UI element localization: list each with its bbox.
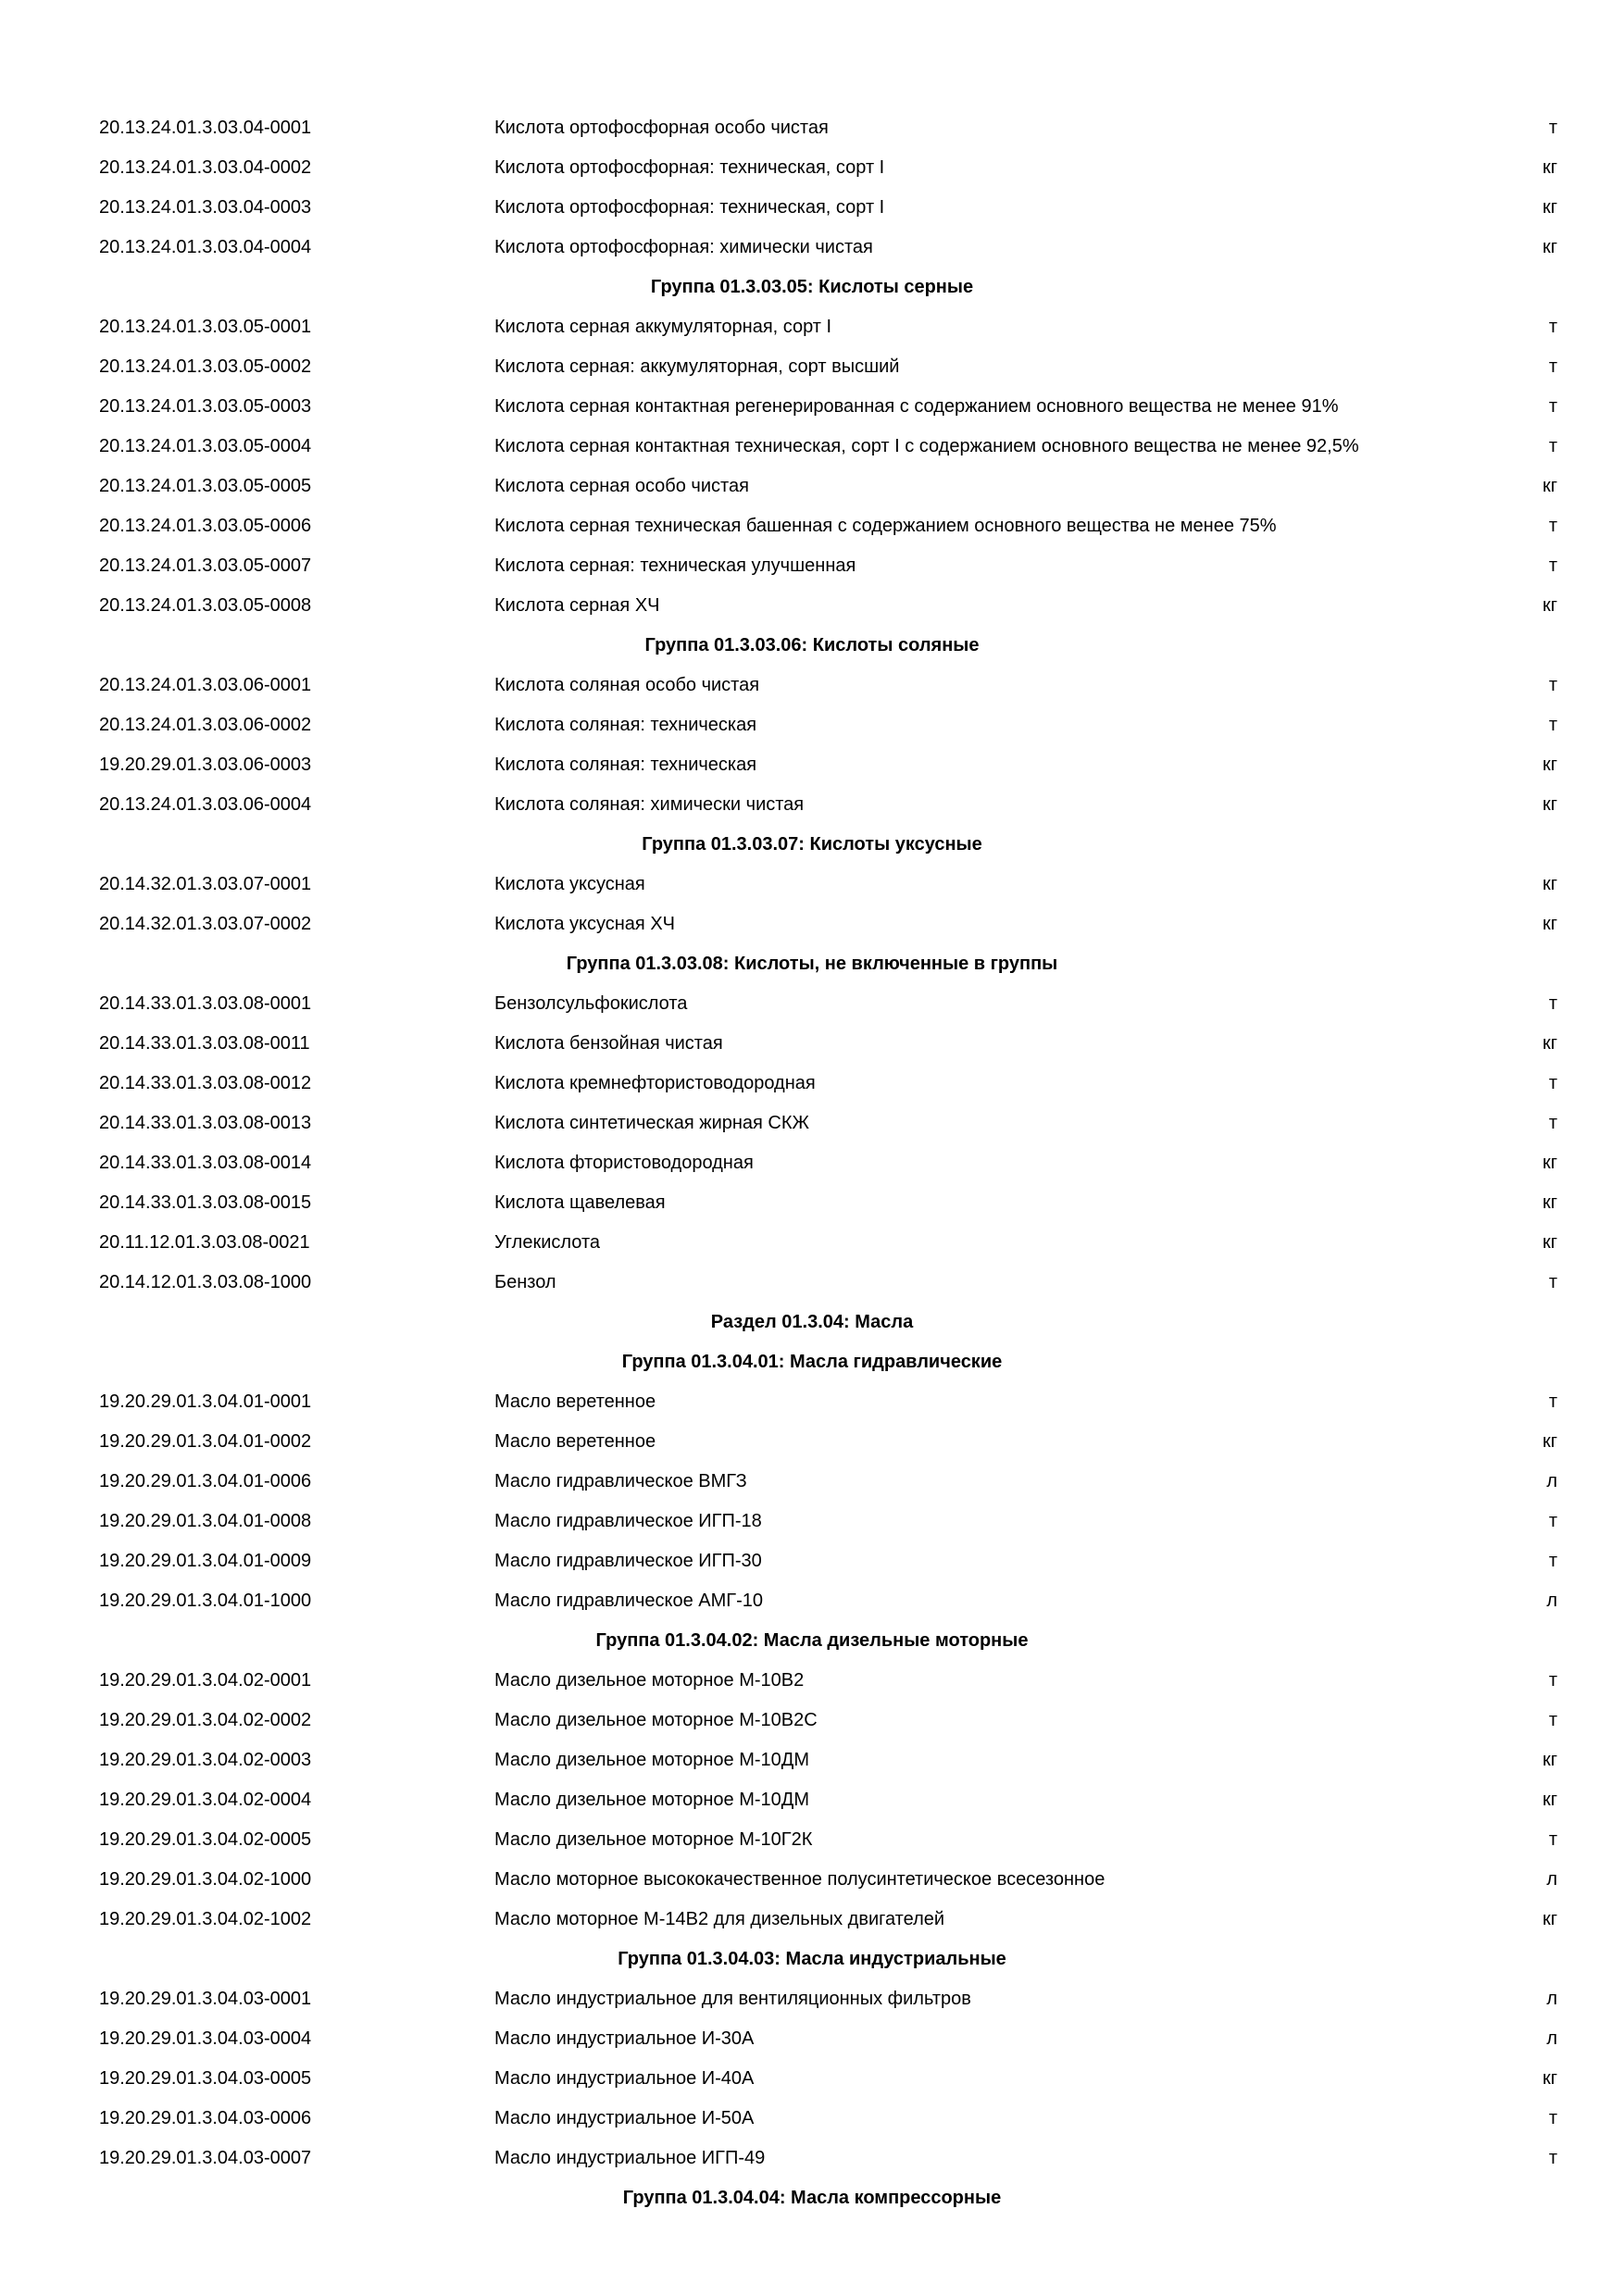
row-code: 19.20.29.01.3.04.02-0003 <box>99 1750 312 1770</box>
table-row <box>0 1979 1624 2019</box>
row-unit: кг <box>1542 1431 1557 1452</box>
row-code: 19.20.29.01.3.04.03-0006 <box>99 2108 312 2128</box>
row-unit: кг <box>1542 1790 1557 1810</box>
table-row <box>0 1223 1624 1263</box>
table-row <box>0 467 1624 506</box>
row-name: Масло дизельное моторное М-10ДМ <box>494 1750 809 1770</box>
row-unit: т <box>1548 1391 1557 1412</box>
row-code: 20.13.24.01.3.03.05-0001 <box>99 317 312 337</box>
table-row <box>0 1581 1624 1621</box>
table-row <box>0 2019 1624 2059</box>
row-name: Масло моторное высококачественное полусинтетическое всесезонное <box>494 1869 1106 1890</box>
section-heading: Группа 01.3.03.06: Кислоты соляные <box>644 635 980 655</box>
row-code: 20.14.12.01.3.03.08-1000 <box>99 1272 312 1292</box>
table-row <box>0 1104 1624 1143</box>
row-unit: кг <box>1542 874 1557 894</box>
row-code: 20.13.24.01.3.03.05-0007 <box>99 555 312 576</box>
row-code: 20.14.33.01.3.03.08-0015 <box>99 1192 312 1213</box>
row-unit: т <box>1548 555 1557 576</box>
row-unit: т <box>1548 1829 1557 1850</box>
row-name: Кислота уксусная <box>494 874 645 894</box>
row-code: 20.13.24.01.3.03.05-0002 <box>99 356 312 377</box>
row-unit: кг <box>1542 1192 1557 1213</box>
row-name: Кислота соляная особо чистая <box>494 675 760 695</box>
row-name: Кислота серная: аккумуляторная, сорт высший <box>494 356 900 377</box>
row-code: 20.14.33.01.3.03.08-0013 <box>99 1113 312 1133</box>
row-name: Кислота серная контактная регенерированная с содержанием основного вещества не менее 91% <box>494 396 1339 417</box>
row-code: 20.13.24.01.3.03.05-0008 <box>99 595 312 616</box>
row-code: 20.13.24.01.3.03.04-0001 <box>99 118 312 138</box>
row-unit: кг <box>1542 2068 1557 2089</box>
row-unit: т <box>1548 1551 1557 1571</box>
row-code: 20.13.24.01.3.03.04-0004 <box>99 237 312 257</box>
table-row <box>0 1183 1624 1223</box>
table-row <box>0 705 1624 745</box>
row-name: Масло дизельное моторное М-10В2С <box>494 1710 818 1730</box>
row-code: 19.20.29.01.3.04.02-1000 <box>99 1869 312 1890</box>
table-row <box>0 2139 1624 2178</box>
row-code: 20.14.33.01.3.03.08-0014 <box>99 1153 312 1173</box>
row-name: Кислота уксусная ХЧ <box>494 914 675 934</box>
row-name: Кислота серная контактная техническая, сорт I с содержанием основного вещества не менее 92,5% <box>494 436 1359 456</box>
table-row <box>0 228 1624 268</box>
row-unit: т <box>1548 317 1557 337</box>
row-name: Кислота соляная: техническая <box>494 755 757 775</box>
row-unit: кг <box>1542 1750 1557 1770</box>
row-name: Бензол <box>494 1272 556 1292</box>
row-code: 19.20.29.01.3.04.02-0001 <box>99 1670 312 1691</box>
row-code: 19.20.29.01.3.04.02-1002 <box>99 1909 312 1929</box>
row-code: 20.13.24.01.3.03.06-0001 <box>99 675 312 695</box>
row-unit: т <box>1548 1710 1557 1730</box>
row-unit: кг <box>1542 1232 1557 1253</box>
section-heading: Группа 01.3.03.05: Кислоты серные <box>650 277 974 297</box>
row-unit: т <box>1548 118 1557 138</box>
table-row <box>0 1741 1624 1780</box>
table-row <box>0 387 1624 427</box>
row-unit: т <box>1548 1272 1557 1292</box>
row-name: Масло дизельное моторное М-10ДМ <box>494 1790 809 1810</box>
table-row <box>0 188 1624 228</box>
row-name: Бензолсульфокислота <box>494 993 688 1014</box>
row-name: Кислота ортофосфорная особо чистая <box>494 118 829 138</box>
row-name: Кислота ортофосфорная: техническая, сорт I <box>494 157 885 178</box>
row-name: Кислота бензойная чистая <box>494 1033 723 1054</box>
row-unit: т <box>1548 396 1557 417</box>
section-heading: Группа 01.3.04.04: Масла компрессорные <box>622 2188 1002 2208</box>
row-unit: кг <box>1542 1033 1557 1054</box>
row-code: 19.20.29.01.3.04.01-0009 <box>99 1551 312 1571</box>
table-row <box>0 1860 1624 1900</box>
row-name: Масло гидравлическое АМГ-10 <box>494 1591 764 1611</box>
row-code: 20.13.24.01.3.03.04-0002 <box>99 157 312 178</box>
row-name: Кислота ортофосфорная: химически чистая <box>494 237 873 257</box>
row-unit: т <box>1548 993 1557 1014</box>
table-row <box>0 1263 1624 1303</box>
row-code: 19.20.29.01.3.04.03-0007 <box>99 2148 312 2168</box>
section-heading: Группа 01.3.04.02: Масла дизельные моторные <box>595 1630 1029 1651</box>
row-name: Масло индустриальное ИГП-49 <box>494 2148 766 2168</box>
table-row <box>0 1143 1624 1183</box>
row-code: 19.20.29.01.3.04.01-0008 <box>99 1511 312 1531</box>
row-name: Масло веретенное <box>494 1391 656 1412</box>
row-name: Кислота фтористоводородная <box>494 1153 754 1173</box>
table-row <box>0 1780 1624 1820</box>
section-heading: Группа 01.3.04.03: Масла индустриальные <box>618 1949 1006 1969</box>
row-code: 20.13.24.01.3.03.04-0003 <box>99 197 312 218</box>
row-unit: т <box>1548 356 1557 377</box>
row-name: Масло индустриальное И-30А <box>494 2028 755 2049</box>
row-name: Кислота синтетическая жирная СКЖ <box>494 1113 809 1133</box>
row-code: 20.13.24.01.3.03.05-0005 <box>99 476 312 496</box>
table-row <box>0 905 1624 944</box>
row-unit: кг <box>1542 914 1557 934</box>
table-row <box>0 984 1624 1024</box>
row-name: Углекислота <box>494 1232 601 1253</box>
row-unit: кг <box>1542 794 1557 815</box>
row-code: 19.20.29.01.3.04.01-0002 <box>99 1431 312 1452</box>
table-row <box>0 1820 1624 1860</box>
row-code: 20.14.33.01.3.03.08-0012 <box>99 1073 312 1093</box>
table-row <box>0 1900 1624 1940</box>
row-code: 19.20.29.01.3.04.03-0004 <box>99 2028 312 2049</box>
table-row <box>0 148 1624 188</box>
row-name: Масло дизельное моторное М-10В2 <box>494 1670 805 1691</box>
document-table <box>0 108 1624 2218</box>
row-unit: т <box>1548 436 1557 456</box>
table-row <box>0 1024 1624 1064</box>
row-unit: л <box>1546 2028 1557 2049</box>
table-row <box>0 307 1624 347</box>
row-unit: кг <box>1542 197 1557 218</box>
row-name: Масло гидравлическое ИГП-30 <box>494 1551 762 1571</box>
row-name: Масло гидравлическое ВМГЗ <box>494 1471 747 1491</box>
row-code: 20.14.33.01.3.03.08-0001 <box>99 993 312 1014</box>
table-row <box>0 427 1624 467</box>
row-name: Кислота серная техническая башенная с содержанием основного вещества не менее 75% <box>494 516 1277 536</box>
row-name: Кислота соляная: химически чистая <box>494 794 805 815</box>
row-code: 20.14.32.01.3.03.07-0002 <box>99 914 312 934</box>
row-name: Кислота ортофосфорная: техническая, сорт I <box>494 197 885 218</box>
section-heading: Раздел 01.3.04: Масла <box>710 1312 914 1332</box>
row-name: Масло индустриальное для вентиляционных фильтров <box>494 1989 971 2009</box>
table-row <box>0 785 1624 825</box>
row-code: 19.20.29.01.3.04.02-0002 <box>99 1710 312 1730</box>
row-code: 20.13.24.01.3.03.05-0006 <box>99 516 312 536</box>
table-row <box>0 546 1624 586</box>
row-name: Масло моторное М-14В2 для дизельных двигателей <box>494 1909 945 1929</box>
row-code: 20.13.24.01.3.03.06-0002 <box>99 715 312 735</box>
row-name: Масло индустриальное И-50А <box>494 2108 755 2128</box>
row-name: Масло дизельное моторное М-10Г2К <box>494 1829 813 1850</box>
table-row <box>0 108 1624 148</box>
row-code: 20.11.12.01.3.03.08-0021 <box>99 1232 310 1253</box>
row-code: 20.13.24.01.3.03.05-0003 <box>99 396 312 417</box>
row-name: Масло гидравлическое ИГП-18 <box>494 1511 762 1531</box>
row-name: Масло индустриальное И-40А <box>494 2068 755 2089</box>
row-code: 19.20.29.01.3.04.02-0004 <box>99 1790 312 1810</box>
table-row <box>0 347 1624 387</box>
row-unit: кг <box>1542 1909 1557 1929</box>
row-code: 19.20.29.01.3.04.01-0006 <box>99 1471 312 1491</box>
table-row <box>0 1422 1624 1462</box>
section-heading: Группа 01.3.04.01: Масла гидравлические <box>621 1352 1003 1372</box>
row-name: Кислота серная аккумуляторная, сорт I <box>494 317 832 337</box>
table-row <box>0 865 1624 905</box>
row-unit: кг <box>1542 157 1557 178</box>
row-name: Кислота кремнефтористоводородная <box>494 1073 816 1093</box>
row-name: Кислота серная: техническая улучшенная <box>494 555 856 576</box>
row-unit: л <box>1546 1869 1557 1890</box>
table-row <box>0 1064 1624 1104</box>
row-unit: л <box>1546 1989 1557 2009</box>
table-row <box>0 506 1624 546</box>
table-row <box>0 1382 1624 1422</box>
table-row <box>0 1541 1624 1581</box>
row-unit: т <box>1548 1670 1557 1691</box>
row-unit: т <box>1548 675 1557 695</box>
row-name: Кислота серная особо чистая <box>494 476 749 496</box>
table-row <box>0 666 1624 705</box>
row-code: 19.20.29.01.3.04.03-0001 <box>99 1989 312 2009</box>
row-name: Масло веретенное <box>494 1431 656 1452</box>
row-unit: л <box>1546 1471 1557 1491</box>
row-unit: т <box>1548 715 1557 735</box>
row-name: Кислота серная ХЧ <box>494 595 660 616</box>
row-unit: кг <box>1542 476 1557 496</box>
row-unit: л <box>1546 1591 1557 1611</box>
row-code: 19.20.29.01.3.04.01-0001 <box>99 1391 312 1412</box>
row-unit: кг <box>1542 237 1557 257</box>
row-unit: т <box>1548 1073 1557 1093</box>
row-unit: т <box>1548 2148 1557 2168</box>
row-name: Кислота соляная: техническая <box>494 715 757 735</box>
table-row <box>0 2099 1624 2139</box>
row-code: 19.20.29.01.3.04.03-0005 <box>99 2068 312 2089</box>
row-code: 19.20.29.01.3.04.01-1000 <box>99 1591 312 1611</box>
row-unit: кг <box>1542 595 1557 616</box>
row-code: 20.13.24.01.3.03.06-0004 <box>99 794 312 815</box>
table-row <box>0 586 1624 626</box>
row-code: 19.20.29.01.3.03.06-0003 <box>99 755 312 775</box>
row-unit: т <box>1548 516 1557 536</box>
row-unit: т <box>1548 1511 1557 1531</box>
row-unit: т <box>1548 1113 1557 1133</box>
row-unit: т <box>1548 2108 1557 2128</box>
row-unit: кг <box>1542 755 1557 775</box>
row-name: Кислота щавелевая <box>494 1192 666 1213</box>
table-row <box>0 1661 1624 1701</box>
table-row <box>0 1701 1624 1741</box>
table-row <box>0 745 1624 785</box>
section-heading: Группа 01.3.03.07: Кислоты уксусные <box>642 834 982 855</box>
section-heading: Группа 01.3.03.08: Кислоты, не включенные в группы <box>566 954 1058 974</box>
row-code: 19.20.29.01.3.04.02-0005 <box>99 1829 312 1850</box>
table-row <box>0 1462 1624 1502</box>
row-code: 20.13.24.01.3.03.05-0004 <box>99 436 312 456</box>
table-row <box>0 2059 1624 2099</box>
row-code: 20.14.32.01.3.03.07-0001 <box>99 874 312 894</box>
row-code: 20.14.33.01.3.03.08-0011 <box>99 1033 310 1054</box>
row-unit: кг <box>1542 1153 1557 1173</box>
table-row <box>0 1502 1624 1541</box>
